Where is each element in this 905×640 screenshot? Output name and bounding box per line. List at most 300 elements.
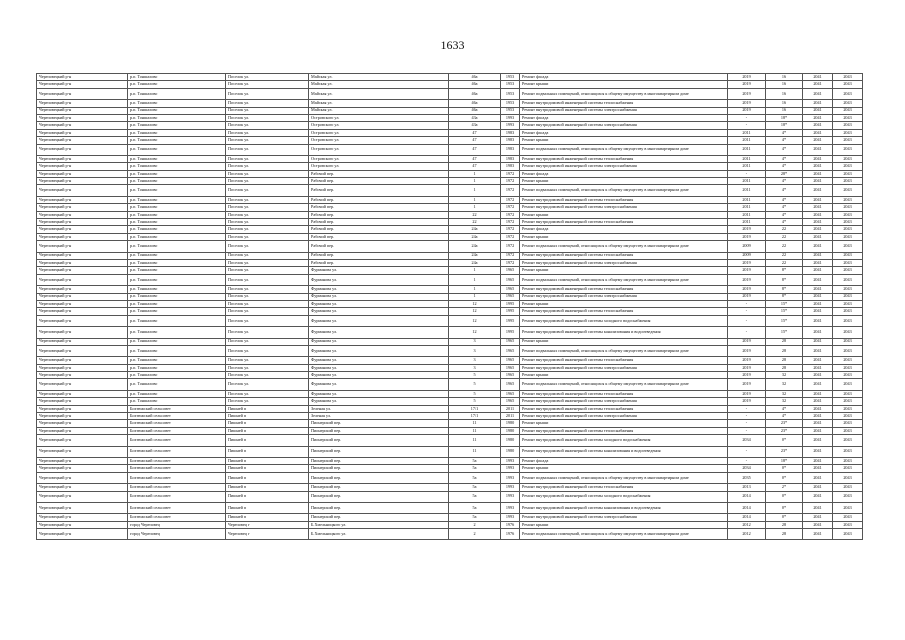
build-year-cell: 1993 bbox=[501, 514, 520, 521]
wear-cell: 16 bbox=[766, 74, 803, 81]
last-repair-year-cell: 2019 bbox=[728, 107, 766, 114]
locality-cell: Поселок ул. bbox=[226, 390, 309, 397]
plan-start-cell: 2041 bbox=[803, 129, 833, 136]
district-cell: Череповецкий р-н bbox=[37, 398, 128, 405]
district-cell: Череповецкий р-н bbox=[37, 345, 128, 356]
build-year-cell: 1965 bbox=[501, 338, 520, 345]
wear-cell: 0* bbox=[766, 465, 803, 472]
repair-work-cell: Ремонт внутридомовой инженерной системы холодного водоснабжения bbox=[520, 491, 728, 502]
table-row bbox=[37, 196, 863, 203]
locality-cell: Пишней п bbox=[226, 514, 309, 521]
settlement-cell: р.п. Тоншалово bbox=[128, 196, 226, 203]
district-cell: Череповецкий р-н bbox=[37, 185, 128, 196]
district-cell: Череповецкий р-н bbox=[37, 107, 128, 114]
plan-start-cell: 2041 bbox=[803, 308, 833, 315]
house-number-cell: 22 bbox=[449, 211, 501, 218]
build-year-cell: 1995 bbox=[501, 300, 520, 307]
table-row bbox=[37, 435, 863, 446]
wear-cell: 0* bbox=[766, 472, 803, 483]
locality-cell: Пишней п bbox=[226, 502, 309, 513]
last-repair-year-cell: - bbox=[728, 457, 766, 464]
repair-work-cell: Ремонт внутридомовой инженерной системы холодного водоснабжения bbox=[520, 435, 728, 446]
plan-start-cell: 2041 bbox=[803, 196, 833, 203]
wear-cell: 16 bbox=[766, 100, 803, 107]
district-cell: Череповецкий р-н bbox=[37, 129, 128, 136]
plan-end-cell: 2043 bbox=[833, 114, 863, 121]
locality-cell: Пишней п bbox=[226, 427, 309, 434]
settlement-cell: р.п. Тоншалово bbox=[128, 364, 226, 371]
plan-end-cell: 2043 bbox=[833, 163, 863, 170]
plan-end-cell: 2043 bbox=[833, 345, 863, 356]
settlement-cell: р.п. Тоншалово bbox=[128, 293, 226, 300]
wear-cell: 15* bbox=[766, 315, 803, 326]
district-cell: Череповецкий р-н bbox=[37, 405, 128, 412]
plan-start-cell: 2041 bbox=[803, 267, 833, 274]
house-number-cell: 22 bbox=[449, 219, 501, 226]
table-row bbox=[37, 114, 863, 121]
plan-end-cell: 2043 bbox=[833, 81, 863, 88]
build-year-cell: 1972 bbox=[501, 185, 520, 196]
house-number-cell: 24а bbox=[449, 252, 501, 259]
street-cell: Фурманова ул. bbox=[309, 293, 449, 300]
settlement-cell: Бохтюжский сельсовет bbox=[128, 514, 226, 521]
house-number-cell: 3 bbox=[449, 357, 501, 364]
street-cell: Фурманова ул. bbox=[309, 372, 449, 379]
plan-end-cell: 2043 bbox=[833, 420, 863, 427]
locality-cell: Поселок ул. bbox=[226, 308, 309, 315]
plan-start-cell: 2041 bbox=[803, 338, 833, 345]
last-repair-year-cell: 2034 bbox=[728, 465, 766, 472]
locality-cell: Поселок ул. bbox=[226, 219, 309, 226]
street-cell: Рабочий пер. bbox=[309, 170, 449, 177]
build-year-cell: 1965 bbox=[501, 398, 520, 405]
locality-cell: Поселок ул. bbox=[226, 233, 309, 240]
build-year-cell: 1983 bbox=[501, 137, 520, 144]
repair-work-cell: Ремонт фасада bbox=[520, 129, 728, 136]
wear-cell: 23* bbox=[766, 427, 803, 434]
district-cell: Череповецкий р-н bbox=[37, 259, 128, 266]
page-number: 1633 bbox=[440, 38, 465, 52]
plan-end-cell: 2043 bbox=[833, 405, 863, 412]
build-year-cell: 1965 bbox=[501, 379, 520, 390]
table-row bbox=[37, 122, 863, 129]
district-cell: Череповецкий р-н bbox=[37, 372, 128, 379]
plan-start-cell: 2041 bbox=[803, 427, 833, 434]
settlement-cell: Бохтюжский сельсовет bbox=[128, 502, 226, 513]
wear-cell: 23* bbox=[766, 420, 803, 427]
table-row bbox=[37, 338, 863, 345]
district-cell: Череповецкий р-н bbox=[37, 315, 128, 326]
repair-work-cell: Ремонт внутридомовой инженерной системы теплоснабжения bbox=[520, 390, 728, 397]
house-number-cell: 47 bbox=[449, 129, 501, 136]
table-row bbox=[37, 484, 863, 491]
settlement-cell: р.п. Тоншалово bbox=[128, 315, 226, 326]
wear-cell: 15* bbox=[766, 308, 803, 315]
last-repair-year-cell: - bbox=[728, 122, 766, 129]
plan-start-cell: 2041 bbox=[803, 345, 833, 356]
build-year-cell: 1972 bbox=[501, 219, 520, 226]
plan-start-cell: 2041 bbox=[803, 252, 833, 259]
last-repair-year-cell: 2009 bbox=[728, 252, 766, 259]
locality-cell: Поселок ул. bbox=[226, 204, 309, 211]
district-cell: Череповецкий р-н bbox=[37, 521, 128, 528]
plan-start-cell: 2041 bbox=[803, 435, 833, 446]
house-number-cell: 5а bbox=[449, 457, 501, 464]
street-cell: Пионерский пер. bbox=[309, 484, 449, 491]
build-year-cell: 1993 bbox=[501, 502, 520, 513]
house-number-cell: 1 bbox=[449, 178, 501, 185]
repair-work-cell: Ремонт внутридомовой инженерной системы теплоснабжения bbox=[520, 155, 728, 162]
settlement-cell: Бохтюжский сельсовет bbox=[128, 484, 226, 491]
plan-end-cell: 2043 bbox=[833, 170, 863, 177]
wear-cell: 28 bbox=[766, 357, 803, 364]
house-number-cell: 11 bbox=[449, 420, 501, 427]
house-number-cell: 2 bbox=[449, 529, 501, 540]
locality-cell: Поселок ул. bbox=[226, 379, 309, 390]
table-row bbox=[37, 327, 863, 338]
locality-cell: Поселок ул. bbox=[226, 107, 309, 114]
house-number-cell: 47 bbox=[449, 163, 501, 170]
district-cell: Череповецкий р-н bbox=[37, 274, 128, 285]
district-cell: Череповецкий р-н bbox=[37, 233, 128, 240]
table-row bbox=[37, 107, 863, 114]
plan-start-cell: 2041 bbox=[803, 390, 833, 397]
repair-work-cell: Ремонт подвальных помещений, относящихся к общему имуществу в многоквартирном доме bbox=[520, 345, 728, 356]
last-repair-year-cell: 2014 bbox=[728, 502, 766, 513]
house-number-cell: 3 bbox=[449, 338, 501, 345]
table-row bbox=[37, 204, 863, 211]
repair-work-cell: Ремонт фасада bbox=[520, 457, 728, 464]
plan-end-cell: 2043 bbox=[833, 293, 863, 300]
last-repair-year-cell: 2019 bbox=[728, 226, 766, 233]
street-cell: Пионерский пер. bbox=[309, 491, 449, 502]
plan-start-cell: 2041 bbox=[803, 122, 833, 129]
table-row bbox=[37, 226, 863, 233]
settlement-cell: р.п. Тоншалово bbox=[128, 259, 226, 266]
repair-work-cell: Ремонт внутридомовой инженерной системы канализования и водоотведения bbox=[520, 502, 728, 513]
locality-cell: Пишней п bbox=[226, 457, 309, 464]
plan-start-cell: 2041 bbox=[803, 100, 833, 107]
district-cell: Череповецкий р-н bbox=[37, 286, 128, 293]
repair-work-cell: Ремонт подвальных помещений, относящихся к общему имуществу в многоквартирном доме bbox=[520, 185, 728, 196]
street-cell: Рабочий пер. bbox=[309, 226, 449, 233]
table-row bbox=[37, 88, 863, 99]
last-repair-year-cell: 2019 bbox=[728, 81, 766, 88]
street-cell: Пионерский пер. bbox=[309, 427, 449, 434]
locality-cell: Пишней п bbox=[226, 465, 309, 472]
last-repair-year-cell: 2019 bbox=[728, 398, 766, 405]
street-cell: Пионерский пер. bbox=[309, 457, 449, 464]
repair-work-cell: Ремонт внутридомовой инженерной системы электроснабжения bbox=[520, 514, 728, 521]
build-year-cell: 1965 bbox=[501, 357, 520, 364]
table-row bbox=[37, 420, 863, 427]
settlement-cell: р.п. Тоншалово bbox=[128, 204, 226, 211]
street-cell: Майская ул. bbox=[309, 88, 449, 99]
plan-end-cell: 2043 bbox=[833, 252, 863, 259]
repair-work-cell: Ремонт подвальных помещений, относящихся к общему имуществу в многоквартирном доме bbox=[520, 274, 728, 285]
wear-cell: 4* bbox=[766, 211, 803, 218]
house-number-cell: 5 bbox=[449, 390, 501, 397]
build-year-cell: 1976 bbox=[501, 521, 520, 528]
wear-cell: 4* bbox=[766, 178, 803, 185]
repair-work-cell: Ремонт внутридомовой инженерной системы холодного водоснабжения bbox=[520, 315, 728, 326]
table-row bbox=[37, 465, 863, 472]
table-row bbox=[37, 300, 863, 307]
plan-end-cell: 2043 bbox=[833, 446, 863, 457]
wear-cell: 2* bbox=[766, 484, 803, 491]
last-repair-year-cell: - bbox=[728, 114, 766, 121]
district-cell: Череповецкий р-н bbox=[37, 74, 128, 81]
plan-end-cell: 2043 bbox=[833, 457, 863, 464]
wear-cell: 0* bbox=[766, 514, 803, 521]
plan-start-cell: 2041 bbox=[803, 446, 833, 457]
plan-end-cell: 2043 bbox=[833, 88, 863, 99]
street-cell: Фурманова ул. bbox=[309, 267, 449, 274]
wear-cell: 4* bbox=[766, 137, 803, 144]
build-year-cell: 1965 bbox=[501, 286, 520, 293]
wear-cell: 0* bbox=[766, 435, 803, 446]
build-year-cell: 1972 bbox=[501, 170, 520, 177]
build-year-cell: 1972 bbox=[501, 178, 520, 185]
house-number-cell: 1 bbox=[449, 196, 501, 203]
district-cell: Череповецкий р-н bbox=[37, 465, 128, 472]
plan-start-cell: 2041 bbox=[803, 457, 833, 464]
settlement-cell: р.п. Тоншалово bbox=[128, 100, 226, 107]
repair-work-cell: Ремонт внутридомовой инженерной системы теплоснабжения bbox=[520, 308, 728, 315]
district-cell: Череповецкий р-н bbox=[37, 196, 128, 203]
build-year-cell: 1993 bbox=[501, 114, 520, 121]
street-cell: Фурманова ул. bbox=[309, 357, 449, 364]
district-cell: Череповецкий р-н bbox=[37, 293, 128, 300]
repair-work-cell: Ремонт внутридомовой инженерной системы электроснабжения bbox=[520, 107, 728, 114]
locality-cell: Поселок ул. bbox=[226, 226, 309, 233]
house-number-cell: 1 bbox=[449, 267, 501, 274]
build-year-cell: 2011 bbox=[501, 405, 520, 412]
plan-start-cell: 2041 bbox=[803, 529, 833, 540]
table-row bbox=[37, 274, 863, 285]
build-year-cell: 1953 bbox=[501, 88, 520, 99]
plan-end-cell: 2043 bbox=[833, 521, 863, 528]
plan-start-cell: 2041 bbox=[803, 259, 833, 266]
repair-work-cell: Ремонт внутридомовой инженерной системы электроснабжения bbox=[520, 398, 728, 405]
street-cell: Пионерский пер. bbox=[309, 446, 449, 457]
settlement-cell: р.п. Тоншалово bbox=[128, 107, 226, 114]
table-row bbox=[37, 155, 863, 162]
house-number-cell: 5а bbox=[449, 514, 501, 521]
wear-cell: 32 bbox=[766, 390, 803, 397]
locality-cell: Поселок ул. bbox=[226, 114, 309, 121]
street-cell: Майская ул. bbox=[309, 74, 449, 81]
plan-start-cell: 2041 bbox=[803, 81, 833, 88]
house-number-cell: 1 bbox=[449, 274, 501, 285]
repair-work-cell: Ремонт фасада bbox=[520, 114, 728, 121]
district-cell: Череповецкий р-н bbox=[37, 114, 128, 121]
house-number-cell: 47 bbox=[449, 144, 501, 155]
plan-start-cell: 2041 bbox=[803, 233, 833, 240]
table-row bbox=[37, 74, 863, 81]
last-repair-year-cell: - bbox=[728, 420, 766, 427]
plan-end-cell: 2043 bbox=[833, 286, 863, 293]
plan-end-cell: 2043 bbox=[833, 372, 863, 379]
plan-end-cell: 2043 bbox=[833, 338, 863, 345]
district-cell: Череповецкий р-н bbox=[37, 226, 128, 233]
table-row bbox=[37, 529, 863, 540]
repair-work-cell: Ремонт внутридомовой инженерной системы теплоснабжения bbox=[520, 357, 728, 364]
house-number-cell: 2 bbox=[449, 521, 501, 528]
table-row bbox=[37, 457, 863, 464]
locality-cell: Поселок ул. bbox=[226, 122, 309, 129]
last-repair-year-cell: 2019 bbox=[728, 274, 766, 285]
settlement-cell: р.п. Тоншалово bbox=[128, 178, 226, 185]
street-cell: Пионерский пер. bbox=[309, 420, 449, 427]
plan-start-cell: 2041 bbox=[803, 465, 833, 472]
house-number-cell: 11 bbox=[449, 427, 501, 434]
last-repair-year-cell: - bbox=[728, 308, 766, 315]
house-number-cell: 11 bbox=[449, 446, 501, 457]
settlement-cell: р.п. Тоншалово bbox=[128, 379, 226, 390]
last-repair-year-cell: 2019 bbox=[728, 293, 766, 300]
settlement-cell: р.п. Тоншалово bbox=[128, 226, 226, 233]
street-cell: Фурманова ул. bbox=[309, 338, 449, 345]
settlement-cell: р.п. Тоншалово bbox=[128, 274, 226, 285]
settlement-cell: р.п. Тоншалово bbox=[128, 357, 226, 364]
repair-work-cell: Ремонт внутридомовой инженерной системы электроснабжения bbox=[520, 204, 728, 211]
street-cell: Островского ул. bbox=[309, 155, 449, 162]
house-number-cell: 3 bbox=[449, 345, 501, 356]
table-row bbox=[37, 170, 863, 177]
table-row bbox=[37, 491, 863, 502]
street-cell: Пионерский пер. bbox=[309, 502, 449, 513]
table-row bbox=[37, 286, 863, 293]
wear-cell: 15* bbox=[766, 327, 803, 338]
settlement-cell: р.п. Тоншалово bbox=[128, 211, 226, 218]
build-year-cell: 1993 bbox=[501, 472, 520, 483]
house-number-cell: 5а bbox=[449, 472, 501, 483]
house-number-cell: 1 bbox=[449, 170, 501, 177]
locality-cell: Пишней п bbox=[226, 484, 309, 491]
plan-end-cell: 2043 bbox=[833, 233, 863, 240]
plan-start-cell: 2041 bbox=[803, 144, 833, 155]
locality-cell: Поселок ул. bbox=[226, 178, 309, 185]
last-repair-year-cell: - bbox=[728, 427, 766, 434]
house-number-cell: 24а bbox=[449, 226, 501, 233]
plan-end-cell: 2043 bbox=[833, 178, 863, 185]
locality-cell: Поселок ул. bbox=[226, 267, 309, 274]
settlement-cell: р.п. Тоншалово bbox=[128, 163, 226, 170]
plan-end-cell: 2043 bbox=[833, 427, 863, 434]
house-number-cell: 3 bbox=[449, 364, 501, 371]
plan-end-cell: 2043 bbox=[833, 502, 863, 513]
locality-cell: Поселок ул. bbox=[226, 357, 309, 364]
house-number-cell: 5 bbox=[449, 379, 501, 390]
build-year-cell: 1980 bbox=[501, 435, 520, 446]
last-repair-year-cell: 2011 bbox=[728, 204, 766, 211]
street-cell: Фурманова ул. bbox=[309, 327, 449, 338]
repair-work-cell: Ремонт внутридомовой инженерной системы канализования и водоотведения bbox=[520, 446, 728, 457]
wear-cell: 16 bbox=[766, 107, 803, 114]
plan-start-cell: 2041 bbox=[803, 137, 833, 144]
build-year-cell: 1983 bbox=[501, 163, 520, 170]
settlement-cell: р.п. Тоншалово bbox=[128, 170, 226, 177]
table-row bbox=[37, 521, 863, 528]
table-row bbox=[37, 446, 863, 457]
table-row bbox=[37, 364, 863, 371]
wear-cell: 32 bbox=[766, 372, 803, 379]
plan-end-cell: 2043 bbox=[833, 484, 863, 491]
repair-work-cell: Ремонт внутридомовой инженерной системы теплоснабжения bbox=[520, 427, 728, 434]
build-year-cell: 1995 bbox=[501, 315, 520, 326]
district-cell: Череповецкий р-н bbox=[37, 100, 128, 107]
house-number-cell: 12 bbox=[449, 315, 501, 326]
plan-end-cell: 2043 bbox=[833, 315, 863, 326]
district-cell: Череповецкий р-н bbox=[37, 155, 128, 162]
locality-cell: Поселок ул. bbox=[226, 345, 309, 356]
table-row bbox=[37, 308, 863, 315]
table-row bbox=[37, 233, 863, 240]
plan-end-cell: 2043 bbox=[833, 129, 863, 136]
wear-cell: 4* bbox=[766, 413, 803, 420]
last-repair-year-cell: 2011 bbox=[728, 219, 766, 226]
street-cell: Островского ул. bbox=[309, 114, 449, 121]
wear-cell: 8* bbox=[766, 274, 803, 285]
settlement-cell: р.п. Тоншалово bbox=[128, 308, 226, 315]
last-repair-year-cell: - bbox=[728, 300, 766, 307]
house-number-cell: 17/1 bbox=[449, 405, 501, 412]
plan-end-cell: 2043 bbox=[833, 435, 863, 446]
locality-cell: Пишней п bbox=[226, 420, 309, 427]
locality-cell: Поселок ул. bbox=[226, 259, 309, 266]
repair-work-cell: Ремонт крыши bbox=[520, 178, 728, 185]
settlement-cell: р.п. Тоншалово bbox=[128, 267, 226, 274]
locality-cell: Поселок ул. bbox=[226, 163, 309, 170]
build-year-cell: 1972 bbox=[501, 252, 520, 259]
last-repair-year-cell: 2019 bbox=[728, 372, 766, 379]
house-number-cell: 46а bbox=[449, 107, 501, 114]
last-repair-year-cell: 2011 bbox=[728, 178, 766, 185]
plan-end-cell: 2043 bbox=[833, 137, 863, 144]
plan-start-cell: 2041 bbox=[803, 514, 833, 521]
settlement-cell: р.п. Тоншалово bbox=[128, 137, 226, 144]
house-number-cell: 43а bbox=[449, 122, 501, 129]
plan-end-cell: 2043 bbox=[833, 226, 863, 233]
street-cell: Островского ул. bbox=[309, 144, 449, 155]
street-cell: Рабочий пер. bbox=[309, 211, 449, 218]
settlement-cell: Бохтюжский сельсовет bbox=[128, 405, 226, 412]
plan-end-cell: 2043 bbox=[833, 491, 863, 502]
build-year-cell: 1993 bbox=[501, 465, 520, 472]
plan-start-cell: 2041 bbox=[803, 170, 833, 177]
plan-end-cell: 2043 bbox=[833, 196, 863, 203]
locality-cell: Поселок ул. bbox=[226, 144, 309, 155]
wear-cell: 32 bbox=[766, 379, 803, 390]
build-year-cell: 1993 bbox=[501, 457, 520, 464]
repair-work-cell: Ремонт внутридомовой инженерной системы электроснабжения bbox=[520, 364, 728, 371]
settlement-cell: р.п. Тоншалово bbox=[128, 300, 226, 307]
street-cell: Пионерский пер. bbox=[309, 435, 449, 446]
plan-end-cell: 2043 bbox=[833, 74, 863, 81]
table-row bbox=[37, 315, 863, 326]
table-row bbox=[37, 267, 863, 274]
wear-cell: 8* bbox=[766, 286, 803, 293]
table-row bbox=[37, 405, 863, 412]
repair-work-cell: Ремонт крыши bbox=[520, 233, 728, 240]
last-repair-year-cell: 2019 bbox=[728, 345, 766, 356]
settlement-cell: р.п. Тоншалово bbox=[128, 219, 226, 226]
plan-end-cell: 2043 bbox=[833, 472, 863, 483]
repair-work-cell: Ремонт внутридомовой инженерной системы теплоснабжения bbox=[520, 484, 728, 491]
locality-cell: Пишней п bbox=[226, 446, 309, 457]
repair-work-cell: Ремонт фасада bbox=[520, 170, 728, 177]
